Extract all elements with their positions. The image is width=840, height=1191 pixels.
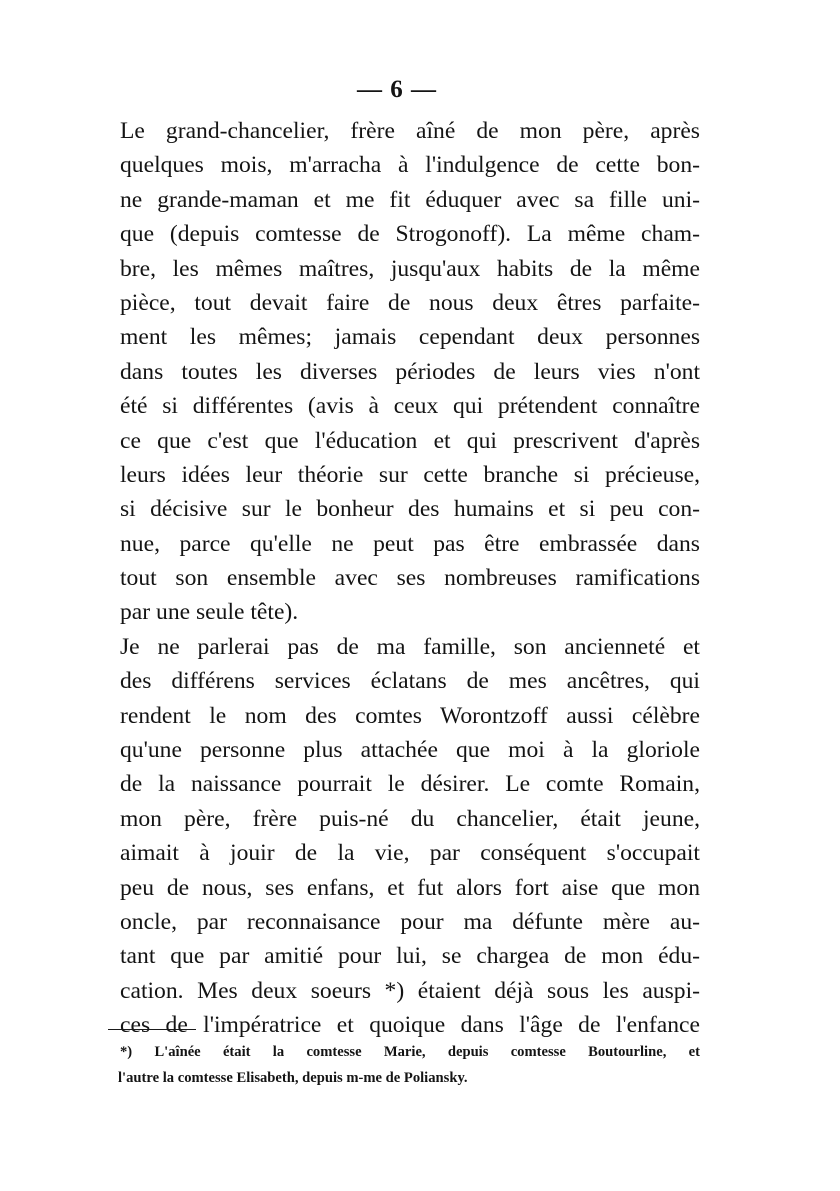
- text-line: de la naissance pourrait le désirer. Le comte Romain,: [120, 771, 700, 798]
- footnote-line: *) L'aînée était la comtesse Marie, depuis comtesse Boutourline, et: [120, 1044, 700, 1060]
- paragraph-start-line: Je ne parlerai pas de ma famille, son ancienneté et: [120, 633, 700, 660]
- text-line: été si différentes (avis à ceux qui prétendent connaître: [120, 393, 700, 420]
- text-line: cation. Mes deux soeurs *) étaient déjà sous les auspi-: [120, 977, 700, 1004]
- paragraph-end-line: par une seule tête).: [120, 599, 299, 626]
- text-line: dans toutes les diverses périodes de leurs vies n'ont: [120, 358, 700, 385]
- text-line: peu de nous, ses enfans, et fut alors fort aise que mon: [120, 874, 700, 901]
- text-line: Le grand-chancelier, frère aîné de mon père, après: [120, 118, 700, 144]
- text-line: nue, parce qu'elle ne peut pas être embrassée dans: [120, 530, 700, 557]
- text-line: rendent le nom des comtes Worontzoff aussi célèbre: [120, 702, 700, 729]
- page-number: — 6 —: [357, 76, 437, 103]
- text-line: ment les mêmes; jamais cependant deux personnes: [120, 324, 700, 351]
- text-line: leurs idées leur théorie sur cette branche si précieuse,: [120, 461, 700, 488]
- text-line: que (depuis comtesse de Strogonoff). La même cham-: [120, 221, 700, 248]
- main-text: [120, 114, 700, 1043]
- text-line: quelques mois, m'arracha à l'indulgence de cette bon-: [120, 152, 700, 179]
- text-line: tant que par amitié pour lui, se chargea de mon édu-: [120, 943, 700, 970]
- text-line: mon père, frère puis-né du chancelier, était jeune,: [120, 805, 700, 832]
- footnote-line: l'autre la comtesse Elisabeth, depuis m-me de Poliansky.: [118, 1070, 468, 1086]
- text-line: ces de l'impératrice et quoique dans l'âge de l'enfance: [120, 1012, 700, 1039]
- text-line: aimait à jouir de la vie, par conséquent s'occupait: [120, 840, 700, 867]
- footnote: [118, 1039, 700, 1091]
- text-line: qu'une personne plus attachée que moi à la gloriole: [120, 737, 700, 764]
- text-line: ne grande-maman et me fit éduquer avec sa fille uni-: [120, 186, 700, 213]
- text-line: bre, les mêmes maîtres, jusqu'aux habits de la même: [120, 255, 700, 282]
- text-line: tout son ensemble avec ses nombreuses ramifications: [120, 565, 700, 592]
- text-line: pièce, tout devait faire de nous deux êtres parfaite-: [120, 289, 700, 316]
- text-line: ce que c'est que l'éducation et qui prescrivent d'après: [120, 427, 700, 454]
- text-line: si décisive sur le bonheur des humains et si peu con-: [120, 496, 700, 523]
- footnote-divider: [108, 1029, 196, 1030]
- text-line: oncle, par reconnaisance pour ma défunte mère au-: [120, 908, 700, 935]
- text-line: des différens services éclatans de mes ancêtres, qui: [120, 668, 700, 695]
